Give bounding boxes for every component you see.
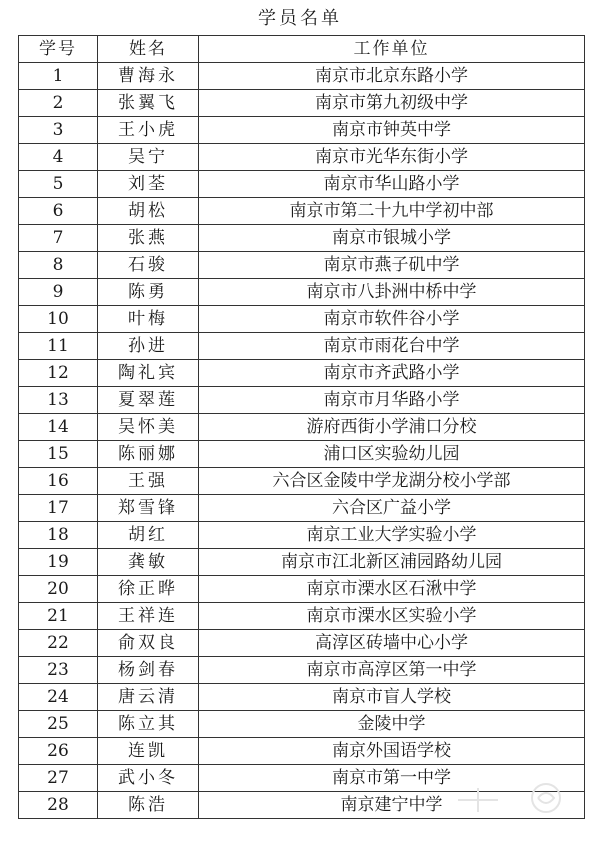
cell-name: 陶礼宾 xyxy=(98,360,199,387)
table-row xyxy=(19,792,585,819)
cell-name: 杨剑春 xyxy=(98,657,199,684)
cell-workplace: 高淳区砖墙中心小学 xyxy=(199,630,585,657)
table-row xyxy=(19,468,585,495)
cell-student-id: 1 xyxy=(19,63,98,90)
table-row xyxy=(19,738,585,765)
cell-workplace: 南京市盲人学校 xyxy=(199,684,585,711)
cell-workplace: 六合区广益小学 xyxy=(199,495,585,522)
table-row xyxy=(19,414,585,441)
cell-workplace: 南京市江北新区浦园路幼儿园 xyxy=(199,549,585,576)
cell-name: 唐云清 xyxy=(98,684,199,711)
cell-name: 连凯 xyxy=(98,738,199,765)
table-row xyxy=(19,252,585,279)
cell-name: 吴怀美 xyxy=(98,414,199,441)
cell-student-id: 6 xyxy=(19,198,98,225)
cell-student-id: 15 xyxy=(19,441,98,468)
cell-name: 郑雪锋 xyxy=(98,495,199,522)
cell-name: 夏翠莲 xyxy=(98,387,199,414)
cell-student-id: 12 xyxy=(19,360,98,387)
cell-name: 曹海永 xyxy=(98,63,199,90)
cell-student-id: 21 xyxy=(19,603,98,630)
cell-workplace: 南京市齐武路小学 xyxy=(199,360,585,387)
cell-workplace: 南京市燕子矶中学 xyxy=(199,252,585,279)
cell-student-id: 27 xyxy=(19,765,98,792)
cell-workplace: 南京市北京东路小学 xyxy=(199,63,585,90)
table-row xyxy=(19,306,585,333)
cell-name: 龚敏 xyxy=(98,549,199,576)
cell-student-id: 2 xyxy=(19,90,98,117)
cell-student-id: 8 xyxy=(19,252,98,279)
cell-name: 孙进 xyxy=(98,333,199,360)
cell-student-id: 7 xyxy=(19,225,98,252)
cell-workplace: 南京工业大学实验小学 xyxy=(199,522,585,549)
cell-student-id: 26 xyxy=(19,738,98,765)
table-row xyxy=(19,225,585,252)
cell-workplace: 南京市第二十九中学初中部 xyxy=(199,198,585,225)
cell-name: 陈立其 xyxy=(98,711,199,738)
table-row xyxy=(19,549,585,576)
table-row xyxy=(19,711,585,738)
cell-student-id: 20 xyxy=(19,576,98,603)
table-row xyxy=(19,171,585,198)
cell-student-id: 9 xyxy=(19,279,98,306)
cell-workplace: 南京市银城小学 xyxy=(199,225,585,252)
table-row xyxy=(19,630,585,657)
table-row xyxy=(19,576,585,603)
cell-student-id: 24 xyxy=(19,684,98,711)
cell-workplace: 南京市第九初级中学 xyxy=(199,90,585,117)
header-student-id: 学号 xyxy=(19,36,98,63)
cell-workplace: 金陵中学 xyxy=(199,711,585,738)
header-workplace: 工作单位 xyxy=(199,36,585,63)
cell-workplace: 南京市钟英中学 xyxy=(199,117,585,144)
cell-workplace: 南京市溧水区石湫中学 xyxy=(199,576,585,603)
table-row xyxy=(19,117,585,144)
table-row xyxy=(19,387,585,414)
table-row xyxy=(19,495,585,522)
table-row xyxy=(19,657,585,684)
page-title: 学员名单 xyxy=(258,8,342,29)
cell-student-id: 14 xyxy=(19,414,98,441)
cell-name: 俞双良 xyxy=(98,630,199,657)
cell-student-id: 11 xyxy=(19,333,98,360)
cell-name: 胡松 xyxy=(98,198,199,225)
cell-workplace: 游府西街小学浦口分校 xyxy=(199,414,585,441)
cell-name: 武小冬 xyxy=(98,765,199,792)
cell-workplace: 南京市溧水区实验小学 xyxy=(199,603,585,630)
header-name: 姓名 xyxy=(98,36,199,63)
cell-student-id: 17 xyxy=(19,495,98,522)
cell-workplace: 南京外国语学校 xyxy=(199,738,585,765)
cell-workplace: 南京市月华路小学 xyxy=(199,387,585,414)
table-row xyxy=(19,684,585,711)
cell-workplace: 南京市八卦洲中桥中学 xyxy=(199,279,585,306)
cell-student-id: 23 xyxy=(19,657,98,684)
table-row xyxy=(19,360,585,387)
cell-student-id: 28 xyxy=(19,792,98,819)
cell-name: 刘荃 xyxy=(98,171,199,198)
student-roster-table xyxy=(18,35,585,819)
cell-name: 王祥连 xyxy=(98,603,199,630)
cell-student-id: 16 xyxy=(19,468,98,495)
table-row xyxy=(19,198,585,225)
cell-student-id: 10 xyxy=(19,306,98,333)
cell-name: 吴宁 xyxy=(98,144,199,171)
cell-workplace: 南京市雨花台中学 xyxy=(199,333,585,360)
cell-workplace: 南京建宁中学 xyxy=(199,792,585,819)
table-row xyxy=(19,522,585,549)
table-row xyxy=(19,90,585,117)
table-row xyxy=(19,63,585,90)
table-header-row xyxy=(19,36,585,63)
cell-workplace: 南京市光华东街小学 xyxy=(199,144,585,171)
cell-workplace: 南京市软件谷小学 xyxy=(199,306,585,333)
cell-name: 陈丽娜 xyxy=(98,441,199,468)
cell-name: 王强 xyxy=(98,468,199,495)
table-row xyxy=(19,765,585,792)
cell-name: 陈浩 xyxy=(98,792,199,819)
table-row xyxy=(19,333,585,360)
cell-name: 胡红 xyxy=(98,522,199,549)
table-body xyxy=(19,63,585,819)
cell-student-id: 4 xyxy=(19,144,98,171)
cell-name: 徐正晔 xyxy=(98,576,199,603)
cell-student-id: 19 xyxy=(19,549,98,576)
cell-name: 陈勇 xyxy=(98,279,199,306)
cell-student-id: 13 xyxy=(19,387,98,414)
cell-student-id: 18 xyxy=(19,522,98,549)
cell-student-id: 22 xyxy=(19,630,98,657)
cell-student-id: 3 xyxy=(19,117,98,144)
cell-workplace: 南京市第一中学 xyxy=(199,765,585,792)
cell-workplace: 南京市高淳区第一中学 xyxy=(199,657,585,684)
cell-name: 张翼飞 xyxy=(98,90,199,117)
table-row xyxy=(19,279,585,306)
cell-name: 叶梅 xyxy=(98,306,199,333)
cell-name: 王小虎 xyxy=(98,117,199,144)
table-row xyxy=(19,144,585,171)
table-row xyxy=(19,603,585,630)
table-row xyxy=(19,441,585,468)
cell-workplace: 浦口区实验幼儿园 xyxy=(199,441,585,468)
cell-student-id: 25 xyxy=(19,711,98,738)
cell-name: 张燕 xyxy=(98,225,199,252)
cell-workplace: 六合区金陵中学龙湖分校小学部 xyxy=(199,468,585,495)
cell-student-id: 5 xyxy=(19,171,98,198)
cell-name: 石骏 xyxy=(98,252,199,279)
cell-workplace: 南京市华山路小学 xyxy=(199,171,585,198)
